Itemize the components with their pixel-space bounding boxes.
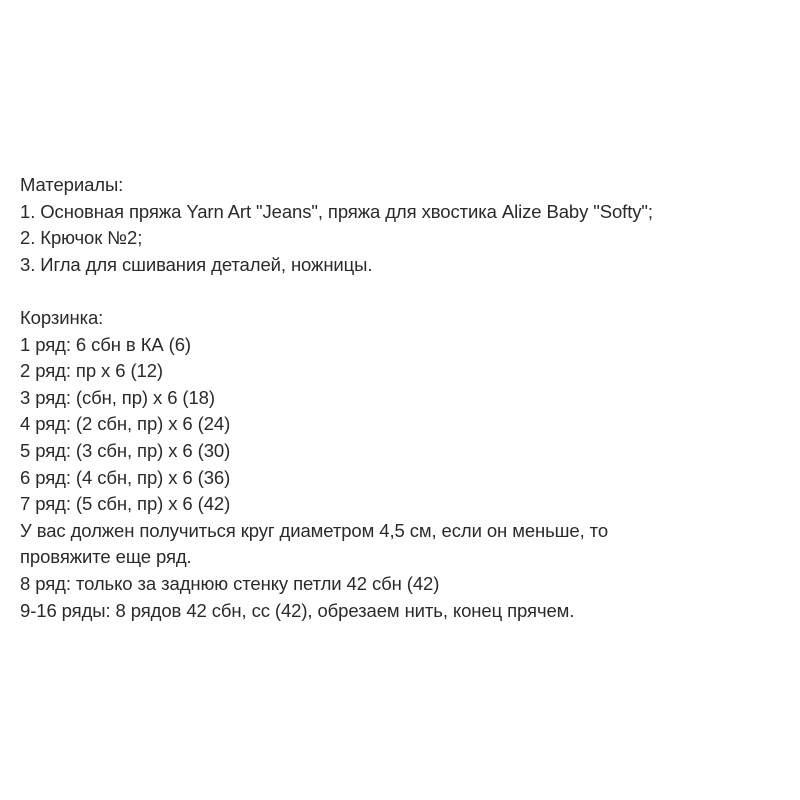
basket-row-3: 3 ряд: (сбн, пр) х 6 (18) [20, 386, 215, 408]
basket-row-5: 5 ряд: (3 сбн, пр) х 6 (30) [20, 439, 231, 461]
basket-note-line-1: У вас должен получиться круг диаметром 4,5 см, если он меньше, то [20, 519, 609, 541]
basket-row-4: 4 ряд: (2 сбн, пр) х 6 (24) [20, 413, 231, 435]
materials-heading: Материалы: [20, 174, 124, 195]
basket-row-2: 2 ряд: пр х 6 (12) [20, 360, 163, 382]
basket-note-line-2: провяжите еще ряд. [20, 546, 192, 568]
materials-item-2: 2. Крючок №2; [20, 227, 143, 249]
basket-heading: Корзинка: [20, 306, 104, 328]
basket-row-6: 6 ряд: (4 сбн, пр) х 6 (36) [20, 466, 231, 488]
basket-rows-9-16: 9-16 ряды: 8 рядов 42 сбн, сс (42), обрезаем нить, конец прячем. [20, 599, 575, 621]
basket-row-8: 8 ряд: только за заднюю стенку петли 42 сбн (42) [20, 572, 440, 594]
basket-row-7: 7 ряд: (5 сбн, пр) х 6 (42) [20, 493, 231, 515]
section-spacer [20, 278, 785, 305]
materials-item-3: 3. Игла для сшивания деталей, ножницы. [20, 253, 373, 275]
basket-row-1: 1 ряд: 6 сбн в КА (6) [20, 333, 191, 355]
materials-item-1: 1. Основная пряжа Yarn Art "Jeans", пряжа для хвостика Alize Baby "Softy"; [20, 200, 653, 222]
pattern-text [20, 172, 785, 624]
